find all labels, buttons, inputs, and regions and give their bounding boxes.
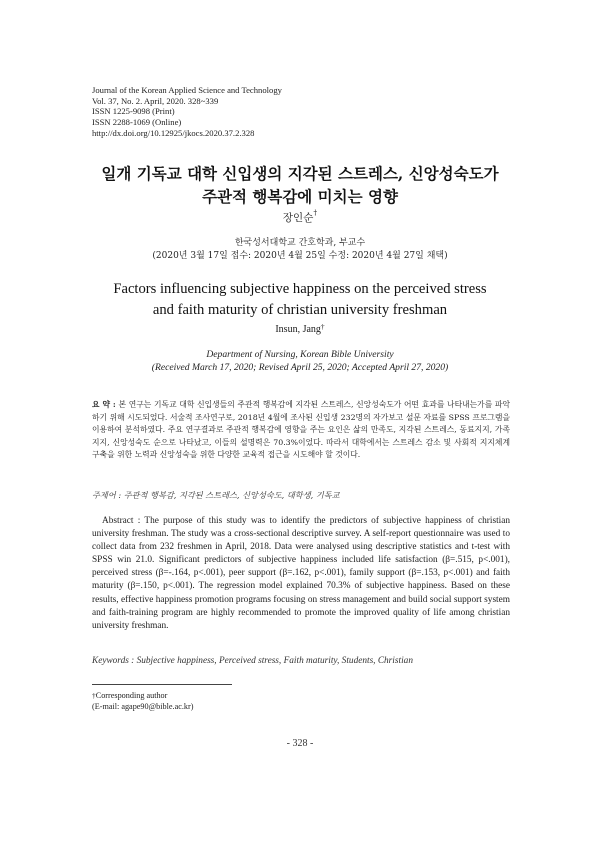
title-korean bbox=[0, 162, 600, 208]
issn-online: ISSN 2288-1069 (Online) bbox=[92, 117, 182, 128]
author-korean-name: 장인순 bbox=[282, 212, 314, 224]
footnote-divider bbox=[92, 684, 232, 685]
keywords-korean-label: 주제어 : bbox=[92, 490, 122, 500]
keywords-english-label: Keywords : bbox=[92, 656, 135, 666]
abstract-english-text: The purpose of this study was to identify the predictors of subjective happiness of christian university freshman. The study was a cross-sectional descriptive survey. A self-report questionnaire was used to collect data from 232 freshmen in April, 2018. Data were analysed using descriptive statistics and t-test with SPSS win 21.0. Significant predictors of subjective happiness included life satisfaction (β=.515, p<.001), perceived stress (β=-.164, p<.001), peer support (β=.162, p<.001), family support (β=.153, p<.001) and faith maturity (β=.150, p<.001). The regression model explained 70.3% of subjective happiness. Based on these results, effective happiness promotion programs focusing on stress management and build social support system and faith-training program are highly recommended to promote the improved quality of life among christian university freshman. bbox=[92, 516, 511, 631]
journal-header bbox=[92, 85, 282, 139]
author-korean bbox=[0, 210, 600, 225]
footnote-mark: † bbox=[92, 691, 96, 700]
affiliation-english-dates: (Received March 17, 2020; Revised April 25, 2020; Accepted April 27, 2020) bbox=[151, 362, 449, 373]
journal-name: Journal of the Korean Applied Science and Technology bbox=[92, 85, 282, 95]
title-english-line2: and faith maturity of christian university freshman bbox=[152, 302, 448, 318]
keywords-korean bbox=[92, 490, 340, 501]
title-korean-line1: 일개 기독교 대학 신입생의 지각된 스트레스, 신앙성숙도가 bbox=[101, 164, 499, 183]
title-english bbox=[0, 279, 600, 321]
affiliation-korean-dept: 한국성서대학교 간호학과, 부교수 bbox=[234, 238, 366, 248]
footnote-corresponding: Corresponding author bbox=[95, 691, 168, 700]
doi-link[interactable]: http://dx.doi.org/10.12925/jkocs.2020.37.2.328 bbox=[92, 127, 255, 138]
journal-volume: Vol. 37, No. 2. April, 2020. 328~339 bbox=[92, 95, 219, 106]
title-korean-line2: 주관적 행복감에 미치는 영향 bbox=[202, 187, 398, 206]
footnote-email: (E-mail: agape90@bible.ac.kr) bbox=[92, 702, 194, 711]
abstract-korean-text: 본 연구는 기독교 대학 신입생들의 주관적 행복감에 지각된 스트레스, 신앙성숙도가 어떤 효과를 나타내는가를 파악하기 위해 시도되었다. 서술적 조사연구로, 2018년 4월에 조사된 신입생 232명의 자가보고 설문 자료를 SPSS 프로그램을 이용하여 분석하였다. 주요 연구결과로 주관적 행복감에 영향을 주는 요인은 삶의 만족도, 지각된 스트레스, 동료지지, 가족지지, 신앙성숙도 순으로 나타났고, 이들의 설명력은 70.3%이었다. 따라서 대학에서는 스트레스 감소 및 사회적 지지체계 구축을 위한 노력과 신앙성숙을 위한 다양한 교육적 접근을 시도해야 할 것이다. bbox=[92, 400, 511, 460]
page-number: - 328 - bbox=[286, 738, 314, 749]
corresponding-mark: † bbox=[313, 208, 318, 217]
author-english-name: Insun, Jang bbox=[275, 324, 321, 335]
affiliation-english-dept: Department of Nursing, Korean Bible University bbox=[206, 349, 394, 360]
abstract-english-label: Abstract : bbox=[102, 516, 141, 526]
affiliation-korean bbox=[0, 237, 600, 263]
affiliation-english bbox=[0, 348, 600, 374]
keywords-english bbox=[92, 656, 413, 666]
affiliation-korean-dates: (2020년 3월 17일 접수: 2020년 4월 25일 수정: 2020년 4월 27일 채택) bbox=[152, 251, 448, 261]
issn-print: ISSN 1225-9098 (Print) bbox=[92, 106, 175, 117]
corresponding-mark: † bbox=[320, 322, 325, 331]
author-english bbox=[0, 324, 600, 335]
abstract-korean-label: 요 약 : bbox=[92, 400, 116, 409]
abstract-korean bbox=[92, 399, 510, 462]
abstract-english bbox=[92, 515, 510, 633]
title-english-line1: Factors influencing subjective happiness on the perceived stress bbox=[113, 281, 487, 297]
footnote bbox=[92, 690, 193, 712]
keywords-english-text: Subjective happiness, Perceived stress, Faith maturity, Students, Christian bbox=[136, 656, 413, 666]
keywords-korean-text: 주관적 행복감, 지각된 스트레스, 신앙성숙도, 대학생, 기독교 bbox=[123, 490, 340, 500]
